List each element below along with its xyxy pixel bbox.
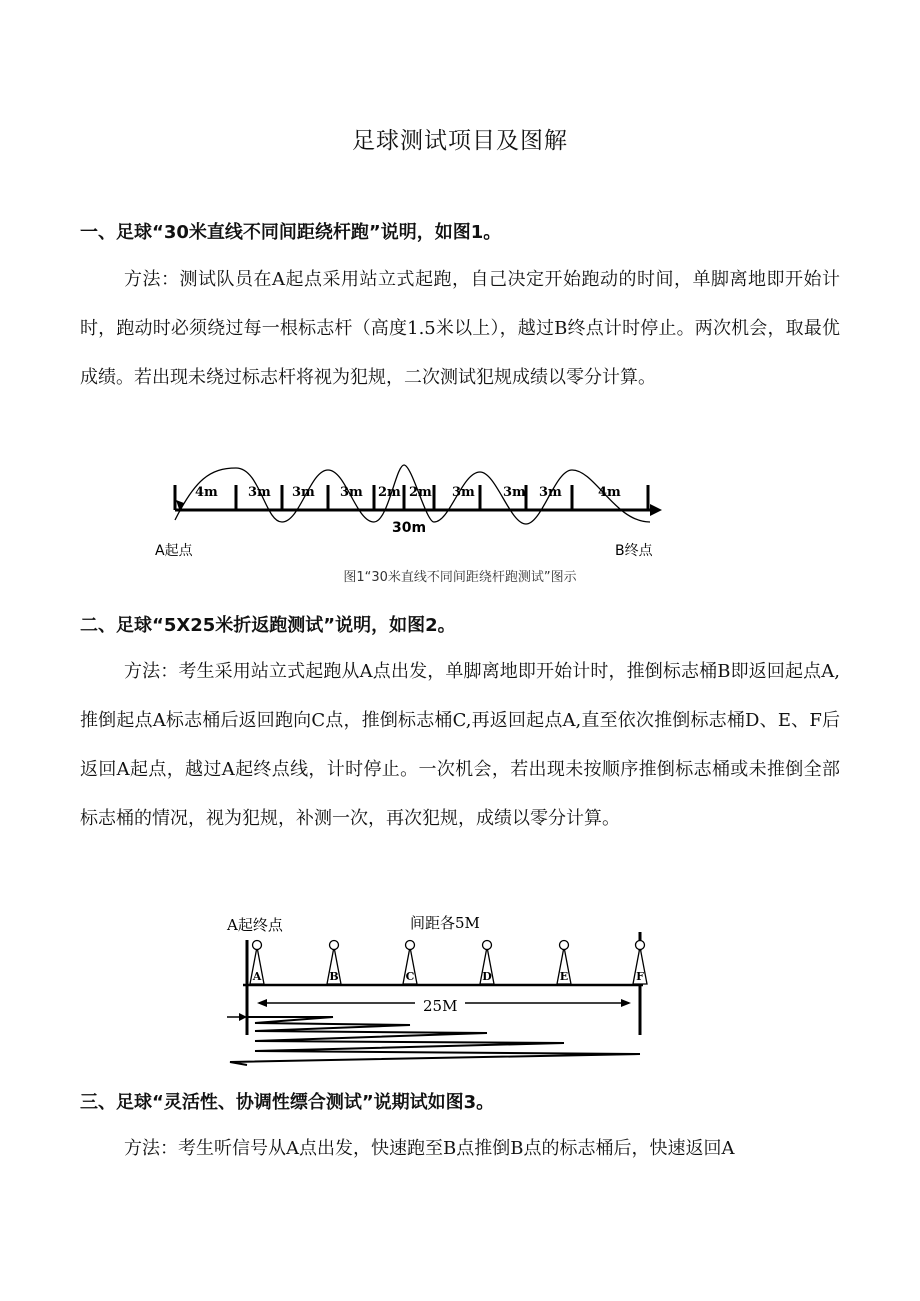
interval-label: 4m <box>598 485 621 500</box>
interval-label: 3m <box>539 485 562 500</box>
cone-label: A <box>252 970 262 983</box>
interval-label: 3m <box>503 485 526 500</box>
figure1-slalom-diagram <box>150 460 680 565</box>
figure1-total-label: 30m <box>392 520 427 536</box>
section3-method: 方法：考生听信号从A点出发，快速跑至B点推倒B点的标志桶后，快速返回A <box>124 1138 735 1159</box>
figure1-interval-labels <box>195 485 621 500</box>
section1-heading: 一、足球“30米直线不同间距绕杆跑”说明，如图1。 <box>80 222 502 243</box>
interval-label: 2m <box>378 485 401 500</box>
cone-label: C <box>405 970 415 983</box>
figure1-end-label: B终点 <box>615 543 653 559</box>
interval-label: 3m <box>292 485 315 500</box>
figure1-start-label: A起点 <box>155 543 193 559</box>
figure2-cone-labels <box>252 970 644 983</box>
figure1-end-arrow <box>650 504 662 516</box>
cone-label: D <box>482 970 492 983</box>
figure1-caption: 图1“30米直线不同间距绕杆跑测试”图示 <box>343 570 577 585</box>
cone-label: F <box>636 970 644 983</box>
section2-heading: 二、足球“5X25米折返跑测试”说明，如图2。 <box>80 615 456 636</box>
figure2-shuttle-path <box>230 1017 640 1065</box>
figure2-shuttle-diagram <box>225 910 665 1075</box>
figure2-start-end-label: A起终点 <box>227 916 283 934</box>
interval-label: 3m <box>452 485 475 500</box>
cone-label: B <box>329 970 339 983</box>
page-title: 足球测试项目及图解 <box>352 128 568 154</box>
section3-heading: 三、足球“灵活性、协调性缥合测试”说期试如图3。 <box>80 1092 495 1113</box>
interval-label: 4m <box>195 485 218 500</box>
interval-label: 3m <box>248 485 271 500</box>
figure2-spacing-label: 间距各5M <box>410 914 480 932</box>
interval-label: 3m <box>340 485 363 500</box>
section2-method: 方法：考生采用站立式起跑从A点出发，单脚离地即开始计时，推倒标志桶B即返回起点A,推倒起点A标志桶后返回跑向C点，推倒标志桶C,再返回起点A,直至依次推倒标志桶D、E、F后返回A起点，越过A起终点线，计时停止。一次机会，若出现未按顺序推倒标志桶或未推倒全部标志桶的情况，视为犯规，补测一次，再次犯规，成绩以零分计算。 <box>80 661 840 829</box>
section1-method: 方法：测试队员在A起点采用站立式起跑，自己决定开始跑动的时间，单脚离地即开始计时，跑动时必须绕过每一根标志杆（高度1.5米以上），越过B终点计时停止。两次机会，取最优成绩。若出现未绕过标志杆将视为犯规，二次测试犯规成绩以零分计算。 <box>80 269 840 388</box>
interval-label: 2m <box>409 485 432 500</box>
figure2-distance-label: 25M <box>423 997 458 1015</box>
cone-label: E <box>559 970 569 983</box>
